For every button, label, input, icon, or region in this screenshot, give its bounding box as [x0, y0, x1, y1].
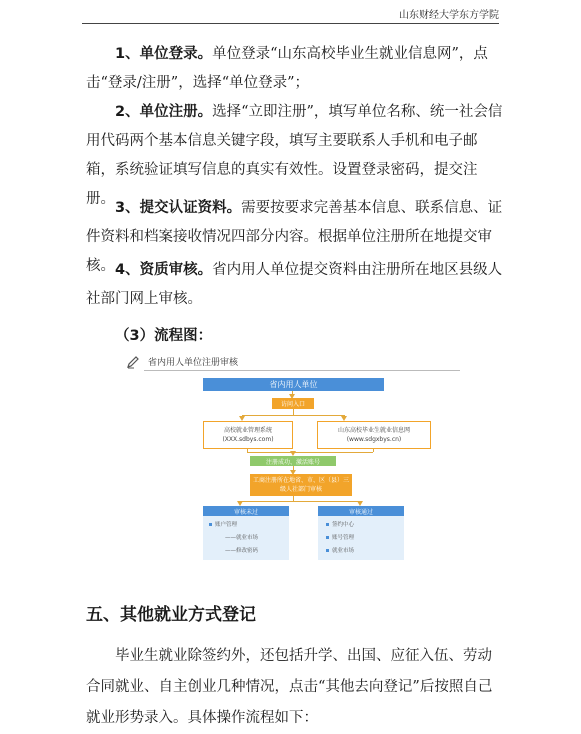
- flowchart-fail-header: [203, 506, 289, 516]
- header-institution: 山东财经大学东方学院: [399, 10, 499, 21]
- fail-item-1: [209, 520, 237, 528]
- fail-item-1-text: 账户管理: [215, 522, 238, 528]
- right-system-url: (www.sdgxbys.cn): [346, 436, 402, 443]
- section-paragraph: [86, 641, 504, 734]
- fail-header-text: 审核未过: [233, 508, 258, 516]
- step-3-title: 3、提交认证资料。: [115, 200, 242, 216]
- flowchart-split-line: [240, 501, 360, 502]
- left-system-name: 高校就业管理系统: [223, 427, 272, 434]
- flowchart-arrow-fail: [240, 501, 241, 504]
- flowchart-merge-right: [373, 448, 374, 452]
- pencil-icon: [126, 354, 140, 368]
- section-paragraph-text: 毕业生就业除签约外，还包括升学、出国、应征入伍、劳动合同就业、自主创业几种情况，点击“其他去向登记”后按照自己就业形势录入。具体操作流程如下：: [86, 648, 493, 726]
- flowchart-review-box: [250, 474, 352, 496]
- flowchart-arrow-pass: [360, 501, 361, 504]
- pass-item-3-text: 就业市场: [332, 548, 355, 554]
- flowchart-branch-line: [242, 415, 344, 416]
- flowchart-left-system-box: [203, 421, 293, 449]
- flowchart-top-text: 省内用人单位: [269, 380, 318, 389]
- flowchart-arrow-3: [293, 466, 294, 473]
- flowchart: [122, 352, 464, 568]
- fail-item-1-bullet: [209, 523, 212, 526]
- flowchart-entry-text: 访问入口: [280, 401, 305, 408]
- pass-item-2: [326, 533, 354, 541]
- step-4-paragraph: [86, 256, 504, 314]
- flowchart-review-line2: 级人社部门审核: [279, 486, 322, 493]
- pass-item-1-bullet: [326, 523, 329, 526]
- flowchart-arrow-2: [293, 452, 294, 454]
- pass-item-3: [326, 546, 354, 554]
- left-system-url: (XXX.sdbys.com): [222, 436, 274, 443]
- flowchart-heading: （3）流程图：: [115, 328, 213, 344]
- flowchart-review-line1: 工商注册所在地省、市、区（县）三: [252, 477, 349, 484]
- flowchart-fail-panel: [203, 506, 289, 560]
- fail-item-2: ——就业市场: [225, 535, 259, 541]
- flowchart-top-box: [203, 378, 384, 391]
- fail-item-3: ——修改密码: [225, 548, 259, 554]
- flowchart-title-rule: [144, 370, 460, 371]
- step-4-text: 省内用人单位提交资料由注册所在地区县级人社部门网上审核。: [86, 262, 503, 307]
- flowchart-arrow-left: [242, 415, 243, 419]
- flowchart-arrow-1: [292, 391, 293, 397]
- step-1-paragraph: [86, 40, 504, 98]
- flowchart-register-text: 注册成功、激活账号: [265, 458, 320, 466]
- flowchart-pass-panel: [318, 506, 404, 560]
- section-heading: 五、其他就业方式登记: [86, 605, 256, 625]
- step-1-title: 1、单位登录。: [115, 46, 213, 62]
- pass-item-2-text: 账号管理: [332, 535, 355, 541]
- flowchart-entry-box: [272, 398, 314, 409]
- flowchart-pass-header: [318, 506, 404, 516]
- pass-item-2-bullet: [326, 536, 329, 539]
- step-4-title: 4、资质审核。: [115, 262, 213, 278]
- header-rule: [82, 23, 499, 24]
- flowchart-register-box: [250, 456, 336, 466]
- step-2-title: 2、单位注册。: [115, 104, 213, 120]
- step-1-text: 单位登录“山东高校毕业生就业信息网”，点击“登录/注册”，选择“单位登录”；: [86, 46, 488, 91]
- flowchart-right-system-box: [317, 421, 431, 449]
- right-system-name: 山东高校毕业生就业信息网: [337, 427, 410, 434]
- flowchart-arrow-right: [344, 415, 345, 419]
- pass-item-1-text: 签约中心: [332, 522, 355, 528]
- pass-item-3-bullet: [326, 549, 329, 552]
- pass-item-1: [326, 520, 354, 528]
- step-2-text: 选择“立即注册”，填写单位名称、统一社会信用代码两个基本信息关键字段，填写主要联系人手机和电子邮箱，系统验证填写信息的真实有效性。设置登录密码，提交注册。: [86, 104, 503, 207]
- flowchart-title: 省内用人单位注册审核: [148, 358, 239, 368]
- flowchart-merge-line: [247, 452, 373, 453]
- step-3-text: 需要按要求完善基本信息、联系信息、证件资料和档案接收情况四部分内容。根据单位注册所在地提交审核。: [86, 200, 503, 274]
- pass-header-text: 审核通过: [348, 508, 373, 516]
